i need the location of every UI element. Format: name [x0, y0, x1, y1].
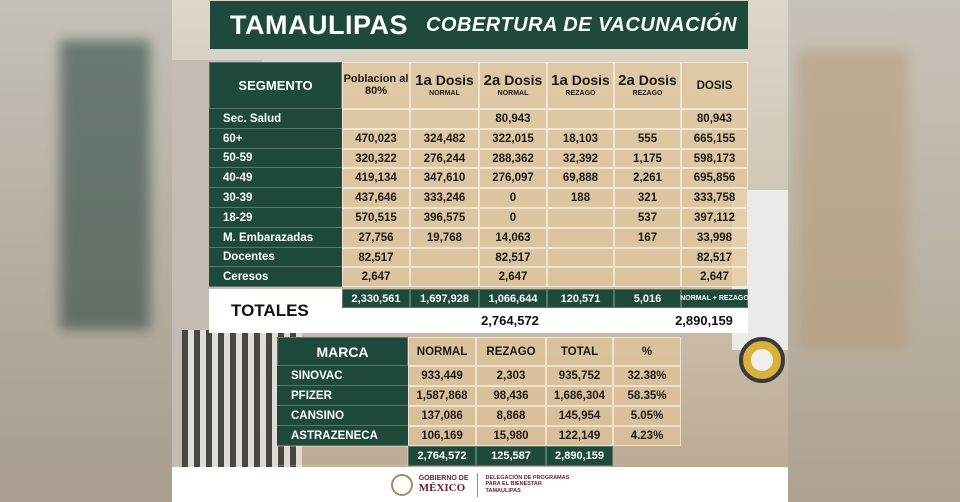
totals-d1n: 1,697,928 [410, 289, 479, 308]
header-1a-dosis-rezago-subtitle: REZAGO [565, 90, 596, 98]
row-cell-dosis: 665,155 [681, 129, 748, 149]
brand-cell-rezago: 15,980 [476, 426, 546, 446]
row-cell-pop: 570,515 [342, 208, 410, 228]
deleg-line3: TAMAULIPAS [485, 487, 521, 494]
header-1a-dosis-normal-subtitle: NORMAL [429, 90, 460, 98]
row-segment: 50-59 [209, 149, 342, 168]
title-subtitle: COBERTURA DE VACUNACIÓN [425, 13, 738, 36]
gobierno-logo [419, 475, 469, 495]
row-cell-d2r [614, 267, 681, 287]
header-2a-dosis-normal-subtitle: NORMAL [497, 90, 529, 98]
row-segment: 18-29 [209, 208, 342, 228]
brand-header-rezago: REZAGO [476, 337, 546, 366]
row-cell-dosis: 82,517 [681, 248, 748, 267]
row-cell-dosis: 333,758 [681, 188, 748, 208]
brand-cell-pct: 4.23% [613, 426, 681, 446]
row-cell-pop: 27,756 [342, 228, 410, 248]
row-cell-d2r: 321 [614, 188, 681, 208]
row-cell-d2n: 80,943 [479, 109, 547, 129]
row-cell-d2r: 167 [614, 228, 681, 248]
header-2a-dosis-rezago-subtitle: REZAGO [632, 90, 663, 98]
row-cell-d1r [547, 228, 614, 248]
row-cell-d1r [547, 248, 614, 267]
row-cell-d2r [614, 109, 681, 129]
row-cell-pop: 320,322 [342, 149, 410, 168]
row-cell-d1r [547, 109, 614, 129]
row-cell-d1r: 188 [547, 188, 614, 208]
header-1a-dosis-rezago [547, 62, 614, 109]
header-1a-dosis-rezago-title: 1a Dosis [551, 72, 610, 90]
row-cell-d2n: 82,517 [479, 248, 547, 267]
row-cell-dosis: 2,647 [681, 267, 748, 287]
totals-d2r: 5,016 [614, 289, 681, 308]
row-cell-pop: 470,023 [342, 129, 410, 149]
row-cell-d1n: 19,768 [410, 228, 479, 248]
brand-totals-rezago: 125,587 [476, 446, 546, 466]
row-cell-d1n: 347,610 [410, 168, 479, 188]
header-2a-dosis-normal-title: 2a Dosis [483, 72, 543, 90]
brand-cell-normal: 106,169 [408, 426, 476, 446]
header-2a-dosis-rezago-title: 2a Dosis [618, 72, 677, 90]
row-segment: 40-49 [209, 168, 342, 188]
row-cell-d2n: 288,362 [479, 149, 547, 168]
brand-cell-total: 122,149 [546, 426, 613, 446]
row-cell-d1n: 324,482 [410, 129, 479, 149]
totals-normal-sum: 2,764,572 [481, 313, 539, 328]
brand-cell-total: 935,752 [546, 366, 613, 386]
row-cell-d1r [547, 267, 614, 287]
row-cell-d1r: 69,888 [547, 168, 614, 188]
row-segment: Docentes [209, 248, 342, 267]
row-cell-d2r: 2,261 [614, 168, 681, 188]
row-cell-dosis: 695,856 [681, 168, 748, 188]
brand-cell-normal: 1,587,868 [408, 386, 476, 406]
row-cell-d2r [614, 248, 681, 267]
coat-of-arms-icon [391, 474, 413, 496]
brand-name: CANSINO [277, 406, 408, 426]
delegacion-text [486, 475, 570, 495]
row-cell-d2n: 322,015 [479, 129, 547, 149]
brand-cell-normal: 933,449 [408, 366, 476, 386]
background-right [788, 0, 960, 502]
brand-header-total: TOTAL [546, 337, 613, 366]
row-cell-d2n: 276,097 [479, 168, 547, 188]
totals-label: TOTALES [209, 289, 342, 333]
row-cell-dosis: 397,112 [681, 208, 748, 228]
row-cell-d1n: 396,575 [410, 208, 479, 228]
header-2a-dosis-normal [479, 62, 547, 109]
brand-cell-normal: 137,086 [408, 406, 476, 426]
row-cell-d2r: 555 [614, 129, 681, 149]
header-dosis: DOSIS [681, 62, 748, 109]
row-cell-d2n: 14,063 [479, 228, 547, 248]
header-poblacion: Poblacion al 80% [342, 62, 410, 109]
gob-line2: MÉXICO [418, 482, 466, 495]
row-cell-d2n: 0 [479, 188, 547, 208]
brand-cell-rezago: 8,868 [476, 406, 546, 426]
footer-logos [172, 467, 788, 502]
brand-cell-rezago: 98,436 [476, 386, 546, 406]
row-cell-d1n [410, 248, 479, 267]
title-banner [210, 1, 748, 49]
brand-cell-total: 1,686,304 [546, 386, 613, 406]
deleg-line1: DELEGACIÓN DE PROGRAMAS [485, 474, 570, 481]
row-cell-d1n [410, 267, 479, 287]
brand-totals-total: 2,890,159 [546, 446, 613, 466]
row-cell-d2r: 537 [614, 208, 681, 228]
brand-header-pct: % [613, 337, 681, 366]
brand-name: SINOVAC [277, 366, 408, 386]
row-cell-d1n: 333,246 [410, 188, 479, 208]
wristwatch-image [739, 337, 785, 383]
totals-d2n: 1,066,644 [479, 289, 547, 308]
brand-totals-blank [277, 446, 408, 466]
row-cell-pop: 82,517 [342, 248, 410, 267]
row-cell-d1n [410, 109, 479, 129]
header-1a-dosis-normal [410, 62, 479, 109]
row-cell-d1r: 18,103 [547, 129, 614, 149]
footer-divider [477, 473, 478, 497]
row-cell-pop: 437,646 [342, 188, 410, 208]
row-cell-d1r: 32,392 [547, 149, 614, 168]
brand-header-normal: NORMAL [408, 337, 476, 366]
row-segment: Ceresos [209, 267, 342, 287]
gob-line1: GOBIERNO DE [418, 474, 469, 482]
row-cell-d2n: 2,647 [479, 267, 547, 287]
brand-cell-total: 145,954 [546, 406, 613, 426]
totals-d1r: 120,571 [547, 289, 614, 308]
header-1a-dosis-normal-title: 1a Dosis [415, 72, 474, 90]
totals-pop: 2,330,561 [342, 289, 410, 308]
brand-cell-pct: 32.38% [613, 366, 681, 386]
row-cell-pop [342, 109, 410, 129]
title-state: TAMAULIPAS [230, 9, 408, 40]
row-cell-dosis: 80,943 [681, 109, 748, 129]
row-segment: Sec. Salud [209, 109, 342, 129]
row-cell-pop: 419,134 [342, 168, 410, 188]
header-segmento: SEGMENTO [209, 62, 342, 109]
row-cell-pop: 2,647 [342, 267, 410, 287]
row-segment: M. Embarazadas [209, 228, 342, 248]
row-cell-d2r: 1,175 [614, 149, 681, 168]
header-2a-dosis-rezago [614, 62, 681, 109]
row-segment: 30-39 [209, 188, 342, 208]
brand-name: PFIZER [277, 386, 408, 406]
brand-totals-normal: 2,764,572 [408, 446, 476, 466]
row-cell-dosis: 33,998 [681, 228, 748, 248]
deleg-line2: PARA EL BIENESTAR [485, 481, 542, 488]
brand-name: ASTRAZENECA [277, 426, 408, 446]
totals-dosis-note: NORMAL + REZAGO [681, 289, 748, 308]
row-cell-d1r [547, 208, 614, 228]
background-left [0, 0, 172, 502]
brand-cell-pct: 58.35% [613, 386, 681, 406]
row-cell-dosis: 598,173 [681, 149, 748, 168]
row-cell-d2n: 0 [479, 208, 547, 228]
brand-cell-pct: 5.05% [613, 406, 681, 426]
totals-grand: 2,890,159 [675, 313, 733, 328]
brand-cell-rezago: 2,303 [476, 366, 546, 386]
brand-header-marca: MARCA [277, 337, 408, 366]
row-cell-d1n: 276,244 [410, 149, 479, 168]
row-segment: 60+ [209, 129, 342, 149]
